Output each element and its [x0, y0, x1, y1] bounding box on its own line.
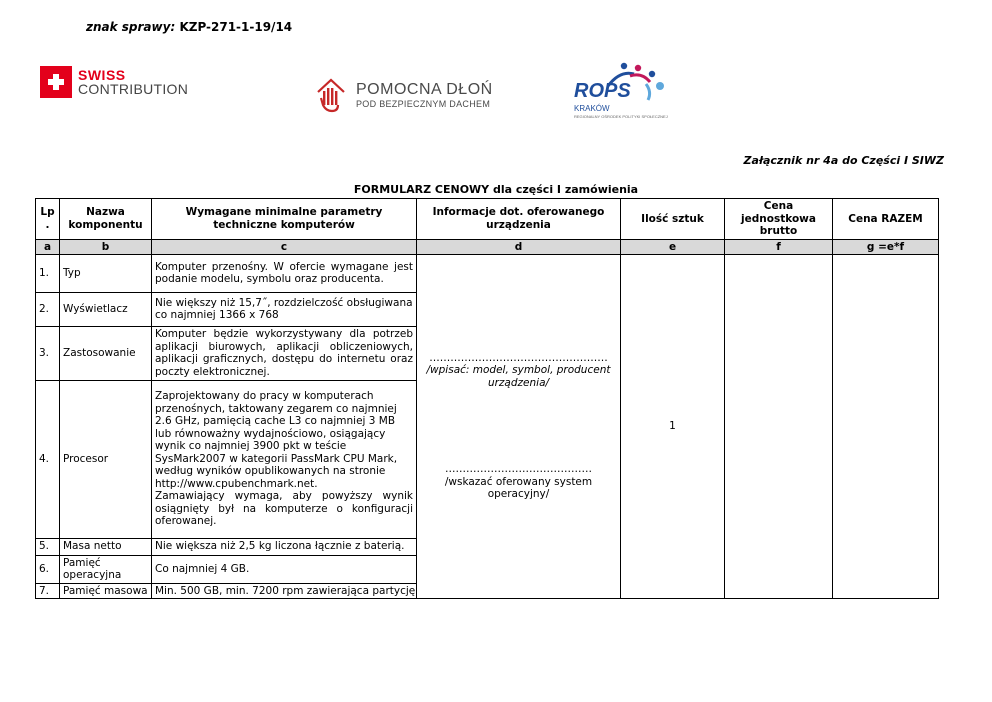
model-dots: ……………………………………………: [429, 351, 608, 364]
row-component: Pamięć operacyjna: [60, 555, 152, 583]
pomocna-logo-line2: POD BEZPIECZNYM DACHEM: [356, 99, 491, 109]
letter-e: e: [621, 239, 725, 254]
pomocna-logo-line1: POMOCNA DŁOŃ: [356, 81, 493, 98]
processor-params: Zaprojektowany do pracy w komputerach przenośnych, taktowany zegarem co najmniej 2.6 GHz, pamięcią cache L3 co najmniej 3 MB lub równoważny wydajnościowo, osiągający wynik co najmniej 3900 pkt w teście SysMark2007 w kategorii PassMark CPU Mark, według wyników opublikowanych na stronie http://www.cpubenchmark.net.: [155, 390, 398, 490]
header-info: Informacje dot. oferowanego urządzenia: [417, 199, 621, 240]
row-component: Pamięć masowa: [60, 583, 152, 599]
hand-house-icon: [316, 76, 346, 114]
rops-logo-line2: KRAKÓW: [574, 104, 610, 113]
row-params: Komputer będzie wykorzystywany dla potrzeb aplikacji biurowych, aplikacji obliczeniowych, aplikacji graficznych, dostępu do internetu oraz poczty elektronicznej.: [152, 326, 417, 380]
letter-b: b: [60, 239, 152, 254]
letter-g: g =e*f: [833, 239, 939, 254]
rops-krakow-logo: [574, 62, 674, 120]
letter-d: d: [417, 239, 621, 254]
rops-logo-line3: REGIONALNY OŚRODEK POLITYKI SPOŁECZNEJ: [574, 114, 668, 119]
row-params: Komputer przenośny. W ofercie wymagane jest podanie modelu, symbolu oraz producenta.: [152, 254, 417, 292]
os-hint: /wskazać oferowany system operacyjny/: [444, 475, 593, 501]
pomocna-dlon-logo: [316, 76, 493, 114]
processor-params-note: Zamawiający wymaga, aby powyższy wynik osiągnięty był na komputerze o konfiguracji oferowanej.: [155, 490, 413, 528]
header-qty: Ilość sztuk: [621, 199, 725, 240]
letter-a: a: [36, 239, 60, 254]
row-params: [152, 380, 417, 538]
row-lp: 4.: [36, 380, 60, 538]
letter-c: c: [152, 239, 417, 254]
row-lp: 7.: [36, 583, 60, 599]
row-lp: 3.: [36, 326, 60, 380]
os-dots: ……………………………………: [445, 463, 592, 476]
swiss-logo-line2: CONTRIBUTION: [78, 81, 189, 97]
row-lp: 2.: [36, 292, 60, 326]
row-component: Zastosowanie: [60, 326, 152, 380]
column-letters-row: [36, 239, 939, 254]
row-component: Typ: [60, 254, 152, 292]
case-reference: [86, 20, 292, 34]
case-label: znak sprawy:: [86, 20, 176, 34]
offered-device-info-cell: [417, 254, 621, 599]
row-params: Min. 500 GB, min. 7200 rpm zawierająca partycję: [152, 583, 417, 599]
total-price-cell: [833, 254, 939, 599]
annex-label: Załącznik nr 4a do Części I SIWZ: [743, 154, 944, 167]
row-component: Masa netto: [60, 538, 152, 555]
row-params: Nie większy niż 15,7˝, rozdzielczość obsługiwana co najmniej 1366 x 768: [152, 292, 417, 326]
swiss-contribution-logo: [40, 66, 188, 98]
unit-price-cell: [725, 254, 833, 599]
letter-f: f: [725, 239, 833, 254]
header-name: Nazwa komponentu: [60, 199, 152, 240]
row-params: Co najmniej 4 GB.: [152, 555, 417, 583]
model-hint: /wpisać: model, symbol, producent urządzenia/: [426, 364, 611, 389]
case-number: KZP-271-1-19/14: [179, 20, 293, 34]
row-params: Nie większa niż 2,5 kg liczona łącznie z baterią.: [152, 538, 417, 555]
row-component: Wyświetlacz: [60, 292, 152, 326]
table-row: [36, 254, 939, 292]
quantity-cell: 1: [621, 254, 725, 599]
header-total: Cena RAZEM: [833, 199, 939, 240]
header-unit-price: Cena jednostkowa brutto: [725, 199, 833, 240]
header-params: Wymagane minimalne parametry techniczne komputerów: [152, 199, 417, 240]
swiss-cross-icon: [40, 66, 72, 98]
swiss-logo-line1: SWISS: [78, 67, 126, 83]
price-form-table: [35, 198, 939, 599]
header-lp: Lp .: [36, 199, 60, 240]
rops-logo-line1: ROPS: [574, 80, 631, 102]
form-title: FORMULARZ CENOWY dla części I zamówienia: [353, 183, 639, 196]
row-lp: 6.: [36, 555, 60, 583]
header-row: [36, 199, 939, 240]
row-component: Procesor: [60, 380, 152, 538]
row-lp: 5.: [36, 538, 60, 555]
row-lp: 1.: [36, 254, 60, 292]
